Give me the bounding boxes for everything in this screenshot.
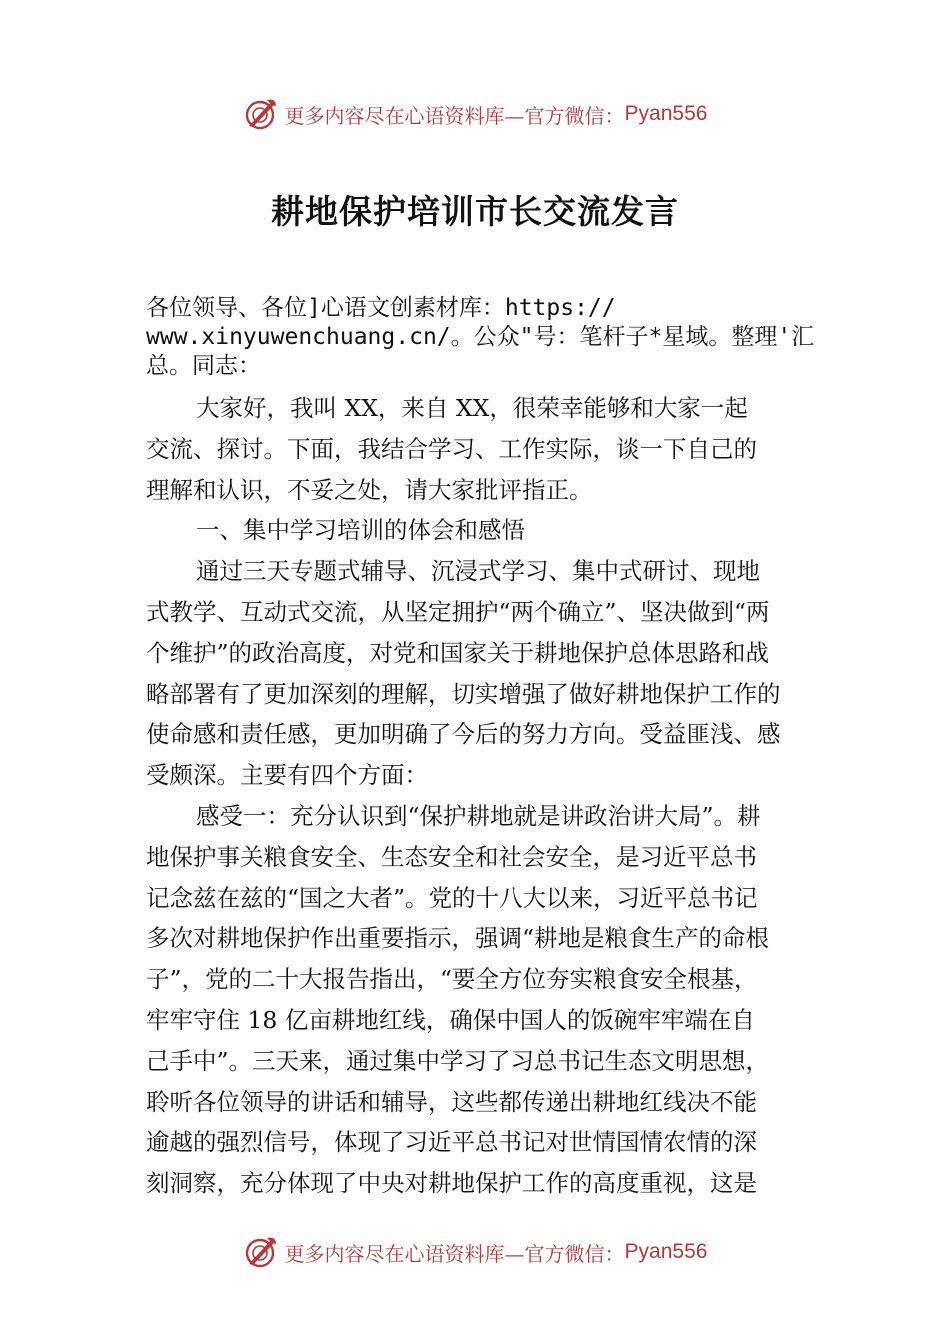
banner-text: 更多内容尽在心语资料库—官方微信：	[284, 1241, 625, 1266]
header-banner	[0, 92, 950, 136]
body-line: 个维护”的政治高度，对党和国家关于耕地保护总体思路和战	[146, 638, 770, 667]
body-line: 牢牢守住 18 亿亩耕地红线，确保中国人的饭碗牢牢端在自	[146, 1005, 755, 1034]
body-line: 多次对耕地保护作出重要指示，强调“耕地是粮食生产的命根	[146, 924, 770, 953]
body-line: 理解和认识，不妥之处，请大家批评指正。	[146, 475, 593, 504]
body-line: 使命感和责任感，更加明确了今后的努力方向。受益匪浅、感	[146, 720, 781, 749]
body-line: 大家好，我叫 XX，来自 XX，很荣幸能够和大家一起	[196, 394, 748, 422]
body-line: 地保护事关粮食安全、生态安全和社会安全，是习近平总书	[146, 842, 757, 871]
quill-seal-icon	[243, 1234, 279, 1270]
salutation-line: 总。同志：	[146, 353, 261, 379]
wechat-id: Pyan556	[624, 102, 708, 125]
footer-banner	[0, 1230, 950, 1274]
body-line: 交流、探讨。下面，我结合学习、工作实际，谈一下自己的	[146, 434, 757, 463]
quill-seal-icon	[243, 96, 279, 132]
body-line: 聆听各位领导的讲话和辅导，这些都传递出耕地红线决不能	[146, 1087, 757, 1116]
document-title: 耕地保护培训市长交流发言	[271, 192, 679, 231]
banner-text: 更多内容尽在心语资料库—官方微信：	[284, 103, 625, 128]
body-line: 己手中”。三天来，通过集中学习了习总书记生态文明思想，	[146, 1046, 770, 1075]
body-line: 逾越的强烈信号，体现了习近平总书记对世情国情农情的深	[146, 1128, 757, 1157]
wechat-id: Pyan556	[624, 1240, 708, 1263]
body-line: 受颇深。主要有四个方面：	[146, 761, 428, 790]
body-line: 式教学、互动式交流，从坚定拥护“两个确立”、坚决做到“两	[146, 597, 770, 626]
body-line: 略部署有了更加深刻的理解，切实增强了做好耕地保护工作的	[146, 679, 781, 708]
salutation	[146, 294, 822, 381]
body-line: 刻洞察，充分体现了中央对耕地保护工作的高度重视，这是	[146, 1169, 757, 1198]
body-line: 一、集中学习培训的体会和感悟	[196, 516, 525, 545]
body-line: 通过三天专题式辅导、沉浸式学习、集中式研讨、现地	[196, 557, 760, 586]
salutation-line: www.xinyuwenchuang.cn/。公众"号：笔杆子*星域。整理'汇	[146, 324, 815, 350]
body-line: 子”，党的二十大报告指出，“要全方位夯实粮食安全根基，	[146, 965, 758, 994]
body-line: 感受一：充分认识到“保护耕地就是讲政治讲大局”。耕	[196, 801, 761, 830]
salutation-line: 各位领导、各位]心语文创素材库：https://	[146, 295, 616, 321]
body-line: 记念兹在兹的“国之大者”。党的十八大以来，习近平总书记	[146, 883, 758, 912]
document-body	[146, 388, 810, 1204]
